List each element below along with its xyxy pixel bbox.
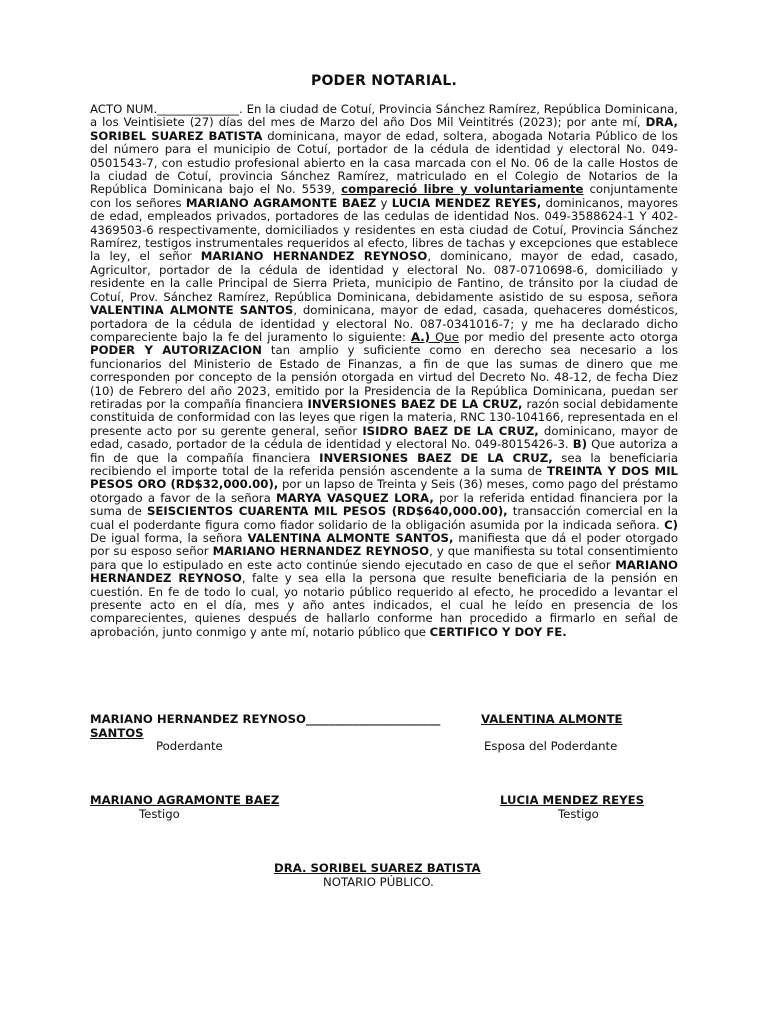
body-segment: CERTIFICO Y DOY FE. [429, 624, 567, 639]
body-segment: LUCIA MENDEZ REYES, [391, 195, 542, 210]
body-segment: , falte y sea ella la persona que resulte beneficiaria de la pensión en cuestión. En fe de todo lo cual, yo notario público requerido al efecto, he procedido a levantar el presente acto en el día, mes y año antes indicados, el cual he leído en presencia de los comparecientes, quienes después de hallarlo conforme han procedido a firmarlo en señal de aprobación, junto conmigo y ante mí, notario público que [90, 571, 678, 639]
body-segment: conjuntamente con los señores [90, 182, 678, 210]
testigo2-role: Testigo [558, 807, 599, 821]
body-segment: , y que manifiesta su total consentimiento para que lo estipulado en este acto continúe siendo ejecutado en caso de que el señor [90, 544, 678, 572]
body-segment: A.) [410, 329, 431, 344]
body-segment: dominicana, mayor de edad, soltera, abogada Notaria Público de los del número para el municipio de Cotuí, portador de la cédula de identidad y electoral No. 049-0501543-7, con estudio profesional abierto en la casa marcada con el No. 06 de la calle Hostos de la ciudad de Cotuí, provincia Sánchez Ramírez, matriculado en el Colegio de Notarios de la República Dominicana bajo el No. 5539, [90, 128, 679, 197]
body-segment: por un lapso de Treinta y Seis (36) meses, como pago del préstamo otorgado a favor de la señora [90, 477, 678, 505]
body-segment: por medio del presente acto otorga [458, 329, 679, 344]
body-segment: ACTO NUM.______________. En la ciudad de Cotuí, Provincia Sánchez Ramírez, República Dominicana, a los Veintisiete (27) días del mes de Marzo del año Dos Mil Veintitrés (2023); por ante mí, [90, 102, 678, 130]
body-segment: transacción comercial en la cual el poderdante figura como fiador solidario de la obligación asumida por la indicada señora. [90, 504, 678, 532]
poderdante-name-text: MARIANO HERNANDEZ REYNOSO [90, 712, 306, 726]
body-segment: MARIANO HERNANDEZ REYNOSO [200, 249, 428, 264]
body-segment: MARYA VASQUEZ LORA, [275, 490, 434, 505]
body-segment: manifiesta que dá el poder otorgado por su esposo señor [90, 531, 678, 559]
body-segment: , dominicana, mayor de edad, casada, quehaceres domésticos, portadora de la cédula de identidad y electoral No. 087-0341016-7; y me ha declarado dicho compareciente bajo la fe del juramento lo siguiente: [90, 303, 678, 344]
body-segment: ISIDRO BAEZ DE LA CRUZ, [362, 423, 539, 438]
body-segment: compareció libre y voluntariamente [341, 182, 584, 197]
body-segment: Que [430, 329, 459, 344]
body-segment: B) [572, 437, 588, 452]
body-segment: Que autoriza a fin de que la compañía financiera [90, 437, 678, 465]
body-segment: INVERSIONES BAEZ DE LA CRUZ, [307, 396, 523, 411]
signature-line: _______________________ [305, 712, 441, 726]
body-segment: VALENTINA ALMONTE SANTOS, [247, 531, 454, 545]
body-segment: MARIANO AGRAMONTE BAEZ [185, 195, 377, 210]
poderdante-role: Poderdante [156, 739, 223, 753]
notario-name: DRA. SORIBEL SUAREZ BATISTA [274, 861, 481, 875]
testigo1-role: Testigo [139, 807, 180, 821]
document-title: PODER NOTARIAL. [311, 73, 457, 89]
body-segment: dominicanos, mayores de edad, empleados privados, portadores de las cedulas de identidad Nos. 049-3588624-1 Y 402-4369503-6 respectivamente, domiciliados y residentes en esta ciudad de Cotuí, Provincia Sánchez Ramírez, testigos instrumentales requeridos al efecto, libres de tachas y excepciones que establece la ley, el señor [90, 195, 678, 264]
body-segment: dominicano, mayor de edad, casado, portador de la cédula de identidad y electoral No. 049-8015426-3. [90, 423, 678, 452]
body-segment: , dominicano, mayor de edad, casado, Agricultor, portador de la cédula de identidad y electoral No. 087-0710698-6, domiciliado y residente en la calle Principal de Sierra Prieta, municipio de Fantino, de tránsito por la ciudad de Cotuí, Prov. Sánchez Ramírez, República Dominicana, debidamente asistido de su esposa, señora [90, 249, 678, 304]
body-segment: por la referida entidad financiera por la suma de [90, 490, 678, 519]
body-segment: MARIANO HERNANDEZ REYNOSO [90, 557, 678, 586]
body-segment: sea la beneficiaria recibiendo el importe total de la referida pensión ascendente a la suma de [90, 450, 679, 478]
testigo1-name: MARIANO AGRAMONTE BAEZ [90, 793, 280, 807]
body-segment: VALENTINA ALMONTE SANTOS [90, 303, 294, 318]
body-segment: C) [664, 517, 678, 532]
body-segment: tan amplio y suficiente como en derecho sea necesario a los funcionarios del Ministerio de Estado de Finanzas, a fin de que las sumas de dinero que me corresponden por concepto de la pensión otorgada en virtud del Decreto No. 48-12, de fecha Diez (10) de Febrero del año 2023, emitido por la Presidencia de la República Dominicana, puedan ser retiradas por la compañía financiera [90, 343, 678, 411]
body-segment: SEISCIENTOS CUARENTA MIL PESOS (RD$640,000.00), [147, 504, 508, 519]
body-segment: PODER Y AUTORIZACION [90, 343, 262, 358]
body-segment: razón social debidamente constituida de conformidad con las leyes que rigen la materia, RNC 130-104166, representada en el presente acto por su gerente general, señor [90, 396, 679, 438]
body-segment: y [376, 195, 392, 210]
body-segment: De igual forma, la señora [90, 531, 248, 545]
esposa-role: Esposa del Poderdante [484, 739, 618, 753]
esposa-name-line1: VALENTINA ALMONTE [481, 712, 623, 726]
body-segment: DRA, SORIBEL SUAREZ BATISTA [90, 115, 678, 143]
esposa-name-line2: SANTOS [90, 726, 144, 740]
body-segment: MARIANO HERNANDEZ REYNOSO [212, 544, 430, 559]
poderdante-name [90, 713, 440, 726]
body-segment: TREINTA Y DOS MIL PESOS ORO (RD$32,000.00), [90, 463, 678, 492]
testigo2-name: LUCIA MENDEZ REYES [500, 793, 645, 807]
body-segment: INVERSIONES BAEZ DE LA CRUZ, [319, 450, 553, 465]
document-body [90, 103, 678, 639]
notario-role: NOTARIO PÚBLICO. [323, 875, 434, 889]
